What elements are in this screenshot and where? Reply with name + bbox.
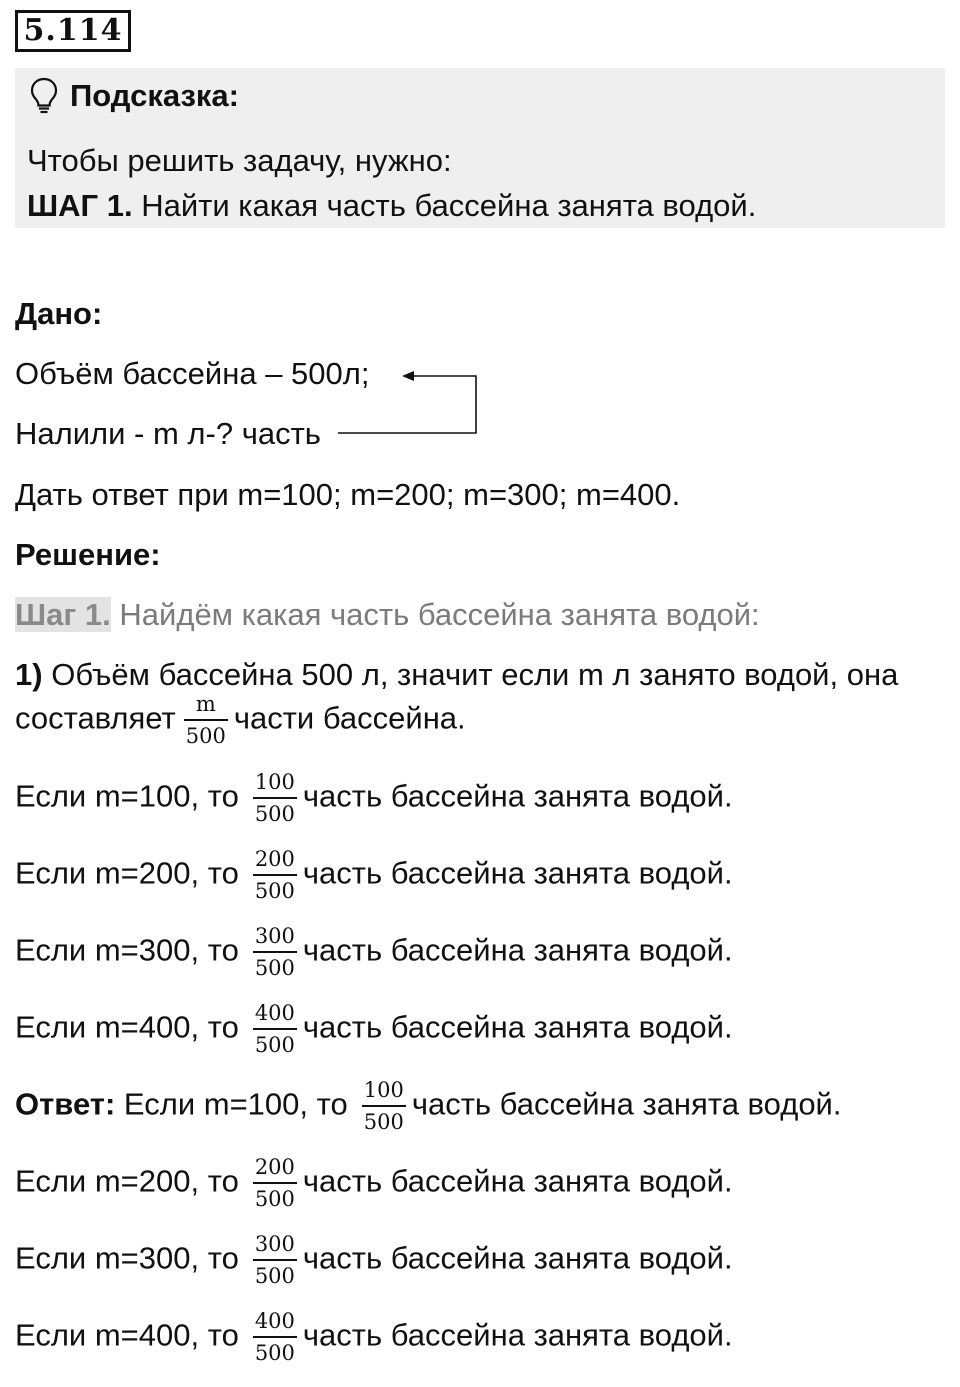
solution-point-1-text: Объём бассейна 500 л, значит если m л занято водой, она bbox=[51, 657, 899, 692]
fraction-denominator: 500 bbox=[254, 1187, 295, 1211]
bracket-arrow-icon bbox=[330, 364, 490, 444]
hint-intro: Чтобы решить задачу, нужно: bbox=[27, 143, 452, 178]
case-prefix: Если m=300, то bbox=[15, 1240, 239, 1276]
solution-case bbox=[15, 772, 733, 825]
fraction bbox=[253, 849, 297, 902]
hint-step-label: ШАГ 1. bbox=[27, 188, 133, 223]
hint-title: Подсказка: bbox=[70, 78, 239, 113]
fraction bbox=[184, 694, 228, 747]
fraction-numerator: 400 bbox=[253, 1311, 297, 1338]
case-suffix: часть бассейна занята водой. bbox=[302, 855, 733, 891]
fraction-numerator: 400 bbox=[253, 1003, 297, 1030]
fraction-numerator: 100 bbox=[362, 1080, 406, 1107]
fraction-denominator: 500 bbox=[254, 802, 295, 826]
case-suffix: часть бассейна занята водой. bbox=[302, 1240, 733, 1276]
case-prefix: Если m=100, то bbox=[123, 1086, 348, 1122]
case-prefix: Если m=300, то bbox=[15, 932, 239, 968]
solution-step-text: Найдём какая часть бассейна занята водой: bbox=[119, 597, 760, 632]
given-line-1: Объём бассейна – 500л; bbox=[15, 356, 370, 391]
fraction-denominator: 500 bbox=[254, 956, 295, 980]
case-suffix: часть бассейна занята водой. bbox=[302, 932, 733, 968]
answer-label: Ответ: bbox=[15, 1086, 116, 1122]
answer-case bbox=[15, 1157, 733, 1210]
solution-case bbox=[15, 1003, 733, 1056]
fraction-denominator: 500 bbox=[185, 724, 226, 748]
fraction-denominator: 500 bbox=[254, 1264, 295, 1288]
text-fragment: части бассейна. bbox=[233, 700, 466, 736]
given-line-3: Дать ответ при m=100; m=200; m=300; m=400. bbox=[15, 477, 681, 512]
answer-line bbox=[15, 1080, 841, 1133]
solution-title: Решение: bbox=[15, 537, 161, 572]
fraction-denominator: 500 bbox=[254, 1033, 295, 1057]
fraction-denominator: 500 bbox=[254, 879, 295, 903]
case-prefix: Если m=200, то bbox=[15, 1163, 239, 1199]
case-prefix: Если m=400, то bbox=[15, 1317, 239, 1353]
hint-step-text: Найти какая часть бассейна занята водой. bbox=[141, 188, 757, 223]
solution-case bbox=[15, 926, 733, 979]
solution-point-1-continuation bbox=[15, 694, 466, 747]
solution-case bbox=[15, 849, 733, 902]
case-prefix: Если m=200, то bbox=[15, 855, 239, 891]
fraction-numerator: 300 bbox=[253, 926, 297, 953]
fraction bbox=[253, 926, 297, 979]
fraction bbox=[362, 1080, 406, 1133]
solution-point-1-label: 1) bbox=[15, 657, 43, 692]
fraction bbox=[253, 1234, 297, 1287]
solution-point-1 bbox=[15, 657, 898, 693]
fraction bbox=[253, 1003, 297, 1056]
given-title: Дано: bbox=[15, 296, 103, 331]
lightbulb-icon bbox=[28, 76, 60, 116]
case-suffix: часть бассейна занята водой. bbox=[302, 1317, 733, 1353]
fraction bbox=[253, 772, 297, 825]
case-suffix: часть бассейна занята водой. bbox=[302, 1009, 733, 1045]
fraction-denominator: 500 bbox=[363, 1110, 404, 1134]
solution-step-label: Шаг 1. bbox=[15, 597, 111, 632]
task-number: 5.114 bbox=[15, 10, 131, 52]
case-prefix: Если m=400, то bbox=[15, 1009, 239, 1045]
hint-step bbox=[27, 188, 756, 224]
case-suffix: часть бассейна занята водой. bbox=[302, 778, 733, 814]
answer-case bbox=[15, 1311, 733, 1364]
fraction bbox=[253, 1157, 297, 1210]
case-suffix: часть бассейна занята водой. bbox=[411, 1086, 842, 1122]
case-prefix: Если m=100, то bbox=[15, 778, 239, 814]
case-suffix: часть бассейна занята водой. bbox=[302, 1163, 733, 1199]
fraction-numerator: 100 bbox=[253, 772, 297, 799]
answer-case bbox=[15, 1234, 733, 1287]
fraction bbox=[253, 1311, 297, 1364]
text-fragment: составляет bbox=[15, 700, 176, 736]
fraction-numerator: 300 bbox=[253, 1234, 297, 1261]
fraction-numerator: 200 bbox=[253, 849, 297, 876]
given-line-2: Налили - m л-? часть bbox=[15, 416, 321, 451]
fraction-denominator: 500 bbox=[254, 1341, 295, 1365]
fraction-numerator: 200 bbox=[253, 1157, 297, 1184]
solution-step bbox=[15, 597, 760, 633]
fraction-numerator: m bbox=[184, 694, 228, 721]
